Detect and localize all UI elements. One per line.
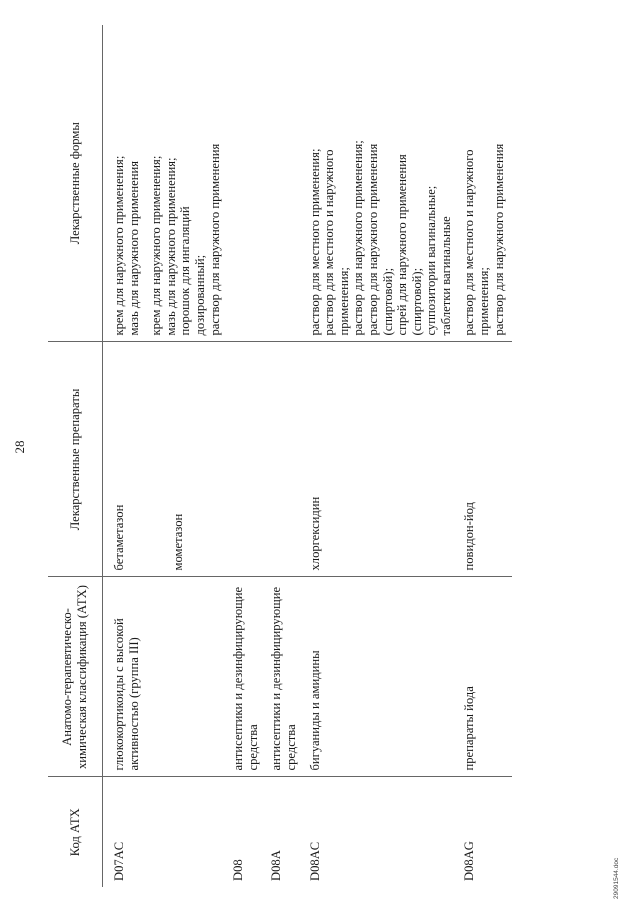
table-row — [103, 25, 223, 887]
drug-names-cell — [222, 342, 260, 577]
dosage-form-line: (спиртовой); — [380, 267, 395, 336]
atx-code: D07AC — [112, 841, 126, 881]
dosage-forms-list — [149, 31, 222, 336]
dosage-form-line: раствор для наружного применения; — [351, 140, 366, 336]
drug-name: хлоргексидин — [307, 496, 322, 571]
atx-code: D08A — [269, 850, 284, 881]
dosage-forms-cell — [260, 25, 298, 342]
header-forms: Лекарственные формы — [48, 25, 103, 342]
dosage-form-line: (спиртовой); — [409, 267, 424, 336]
header-code: Код АТХ — [48, 777, 103, 887]
dosage-form-line: раствор для местного применения; — [307, 148, 322, 336]
dosage-form-line: раствор для местного и наружного — [462, 149, 477, 336]
header-classification: Анатомо-терапевтическо-химическая классификация (АТХ) — [48, 577, 103, 777]
dosage-form-line: мазь для наружного применения; — [163, 157, 178, 336]
dosage-form-line: применения; — [336, 267, 351, 336]
atx-code: D08 — [231, 859, 246, 881]
dosage-forms-cell — [222, 25, 260, 342]
dosage-form-line: применения; — [477, 267, 492, 336]
dosage-form-line: раствор для наружного применения — [365, 143, 380, 336]
dosage-form-line: раствор для местного и наружного — [322, 149, 337, 336]
dosage-form-line: крем для наружного применения; — [149, 155, 164, 336]
atx-classification: антисептики и дезинфицирующие средства — [260, 577, 298, 777]
table-row — [260, 25, 298, 887]
dosage-forms-list — [112, 31, 141, 336]
table-row — [299, 25, 454, 887]
atx-code: D08AG — [462, 841, 477, 881]
dosage-form-line: раствор для наружного применения — [207, 143, 222, 336]
drug-names-cell — [453, 342, 512, 577]
dosage-form-line: крем для наружного применения; — [112, 155, 126, 336]
drug-names-cell — [103, 342, 223, 577]
dosage-form-line: таблетки вагинальные — [438, 216, 453, 336]
page-number: 28 — [12, 440, 27, 454]
atx-classification: антисептики и дезинфицирующие средства — [222, 577, 260, 777]
drug-names-cell — [260, 342, 298, 577]
dosage-forms-cell — [299, 25, 454, 342]
drug-names-cell — [299, 342, 454, 577]
dosage-form-line: порошок для ингаляций — [178, 206, 193, 336]
dosage-form-line: дозированный; — [192, 254, 207, 336]
dosage-form-line: спрей для наружного применения — [395, 154, 410, 336]
file-label: 29091544.doc — [613, 857, 620, 899]
atx-classification: глюкокортикоиды с высокой активностью (группа III) — [103, 577, 223, 777]
header-drugs: Лекарственные препараты — [48, 342, 103, 577]
dosage-forms-list — [308, 31, 454, 336]
atx-table — [48, 25, 512, 887]
dosage-form-line: мазь для наружного применения — [126, 160, 141, 336]
atx-code: D08AC — [307, 841, 322, 881]
drug-name: мометазон — [170, 513, 185, 571]
table-body — [103, 25, 513, 887]
table-row — [453, 25, 512, 887]
drug-name: бетаметазон — [112, 504, 126, 571]
drug-name: повидон-йод — [462, 502, 477, 571]
dosage-form-line: раствор для наружного применения — [491, 143, 506, 336]
dosage-form-line: суппозитории вагинальные; — [424, 185, 439, 336]
table-header-row — [48, 25, 103, 887]
atx-classification: препараты йода — [453, 577, 512, 777]
dosage-forms-cell — [453, 25, 512, 342]
dosage-forms-cell — [103, 25, 223, 342]
table-row — [222, 25, 260, 887]
atx-classification: бигуаниды и амидины — [299, 577, 454, 777]
dosage-forms-list — [462, 31, 506, 336]
